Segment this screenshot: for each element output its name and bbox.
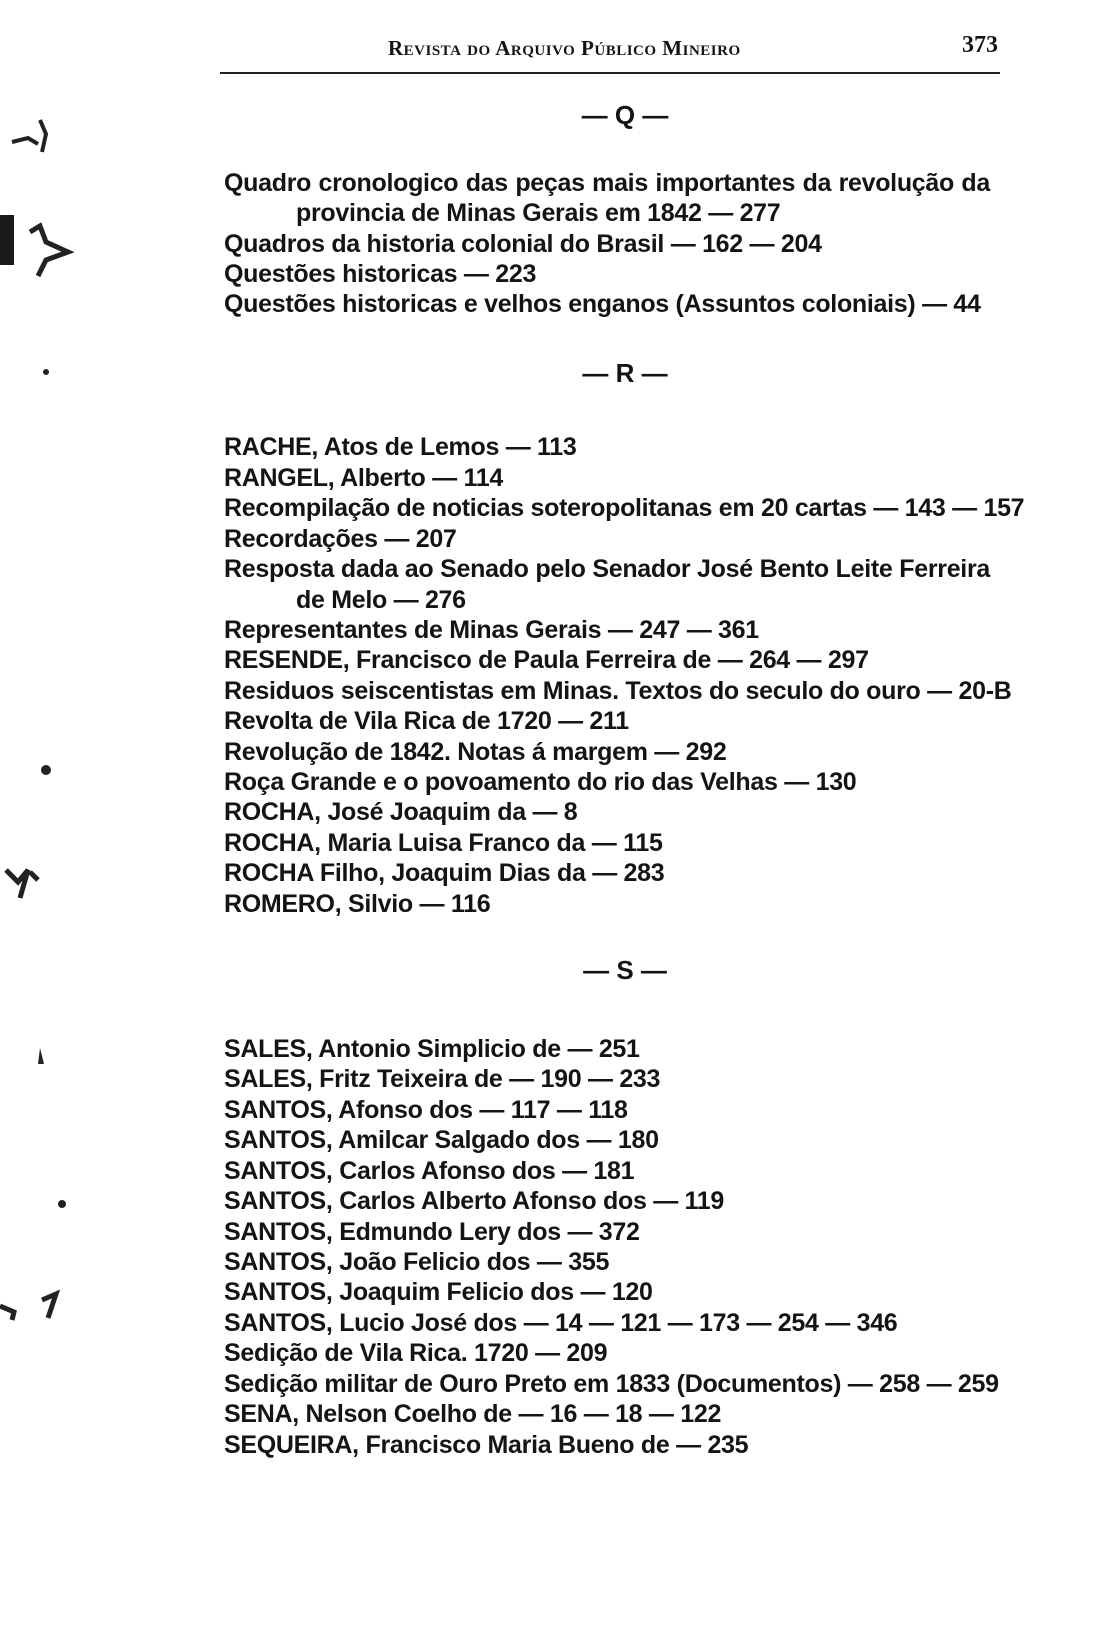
index-entry: SANTOS, Joaquim Felicio dos — 120 [224,1278,653,1306]
index-entry: ROCHA Filho, Joaquim Dias da — 283 [224,859,665,887]
index-entry: Quadro cronologico das peças mais importantes da revolução da [224,169,990,197]
page-number: 373 [962,32,998,58]
ink-blot-mark [12,120,46,152]
index-entry: Roça Grande e o povoamento do rio das Velhas — 130 [224,768,857,796]
ink-blot-mark [30,226,68,276]
index-entry: Revolução de 1842. Notas á margem — 292 [224,738,727,766]
ink-dot-mark [43,369,49,375]
running-header [220,22,1000,74]
index-entry: Quadros da historia colonial do Brasil — 162 — 204 [224,230,822,258]
ink-dot-mark [41,765,51,775]
ink-dot-mark [58,1200,66,1208]
index-entry: SANTOS, Edmundo Lery dos — 372 [224,1218,640,1246]
index-entry-continuation: de Melo — 276 [296,586,466,614]
index-entry: Resposta dada ao Senado pelo Senador José Bento Leite Ferreira [224,555,990,583]
index-entry: Sedição militar de Ouro Preto em 1833 (Documentos) — 258 — 259 [224,1370,999,1398]
index-entry: SANTOS, João Felicio dos — 355 [224,1248,610,1276]
index-entry: SANTOS, Afonso dos — 117 — 118 [224,1096,628,1124]
index-entry: SANTOS, Amilcar Salgado dos — 180 [224,1126,659,1154]
index-entry: SENA, Nelson Coelho de — 16 — 18 — 122 [224,1400,722,1428]
index-entry: RANGEL, Alberto — 114 [224,464,503,492]
journal-title: Revista do Arquivo Público Mineiro [388,36,741,60]
index-entry: SANTOS, Carlos Alberto Afonso dos — 119 [224,1187,724,1215]
ink-blot-mark [0,215,14,265]
index-entry-continuation: provincia de Minas Gerais em 1842 — 277 [296,199,781,227]
index-entry: Questões historicas e velhos enganos (Assuntos coloniais) — 44 [224,290,981,318]
index-entry: Representantes de Minas Gerais — 247 — 361 [224,616,759,644]
index-entry: Recompilação de noticias soteropolitanas em 20 cartas — 143 — 157 [224,494,1025,522]
ink-blot-mark [0,1294,56,1320]
ink-blot-mark [6,870,38,898]
scan-margin-marks [0,0,100,1644]
index-entry: SALES, Fritz Teixeira de — 190 — 233 [224,1065,661,1093]
index-entry: SANTOS, Carlos Afonso dos — 181 [224,1157,635,1185]
section-heading-r: — R — [582,358,668,388]
index-entry: Sedição de Vila Rica. 1720 — 209 [224,1339,608,1367]
index-entry: RESENDE, Francisco de Paula Ferreira de — 264 — 297 [224,646,869,674]
ink-blot-mark [38,1048,44,1064]
index-entry: Questões historicas — 223 [224,260,537,288]
index-entry: SEQUEIRA, Francisco Maria Bueno de — 235 [224,1431,749,1459]
index-entry: RACHE, Atos de Lemos — 113 [224,433,577,461]
section-heading-q: — Q — [581,100,669,130]
section-heading-s: — S — [583,955,667,985]
index-entry: Revolta de Vila Rica de 1720 — 211 [224,707,629,735]
index-entry: Residuos seiscentistas em Minas. Textos do seculo do ouro — 20-B [224,677,1012,705]
index-entry: ROCHA, José Joaquim da — 8 [224,798,578,826]
index-entry: Recordações — 207 [224,525,457,553]
index-entry: SALES, Antonio Simplicio de — 251 [224,1035,640,1063]
index-entry: ROMERO, Silvio — 116 [224,890,491,918]
index-entry: ROCHA, Maria Luisa Franco da — 115 [224,829,663,857]
index-entry: SANTOS, Lucio José dos — 14 — 121 — 173 — 254 — 346 [224,1309,898,1337]
